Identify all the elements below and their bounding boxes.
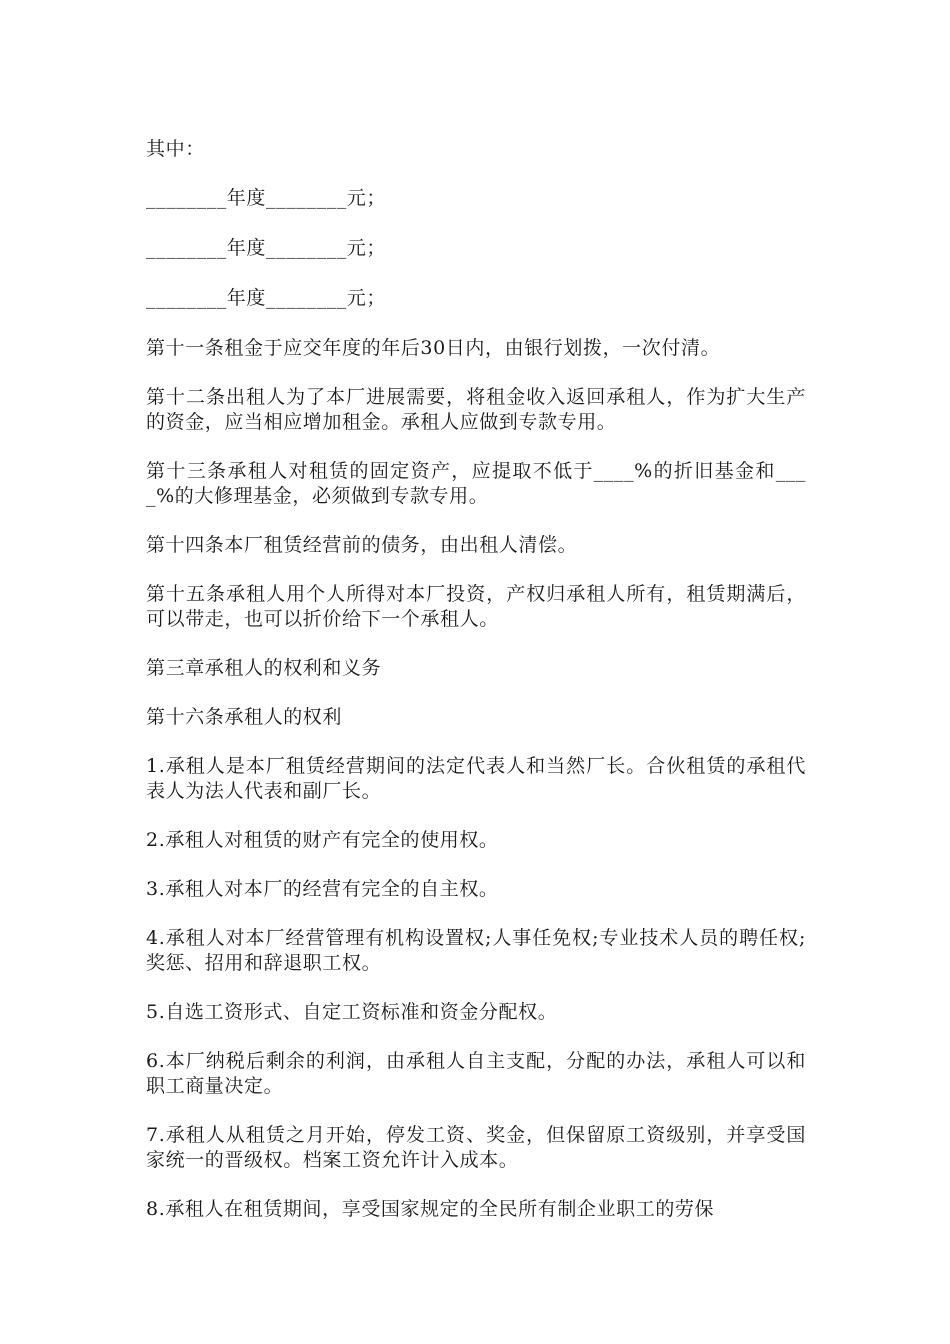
list-item-5: 5.自选工资形式、自定工资标准和资金分配权。 (146, 1001, 558, 1023)
list-item-3: 3.承租人对本厂的经营有完全的自主权。 (146, 878, 499, 900)
list-item-4: 4.承租人对本厂经营管理有机构设置权;人事任免权;专业技术人员的聘任权;奖惩、招用和辞退职工权。 (146, 927, 806, 974)
paragraph-article-14: 第十四条本厂租赁经营前的债务，由出租人清偿。 (146, 534, 578, 556)
list-item-6: 6.本厂纳税后剩余的利润，由承租人自主支配，分配的办法，承租人可以和职工商量决定。 (146, 1050, 806, 1097)
paragraph-article-12: 第十二条出租人为了本厂进展需要，将租金收入返回承租人，作为扩大生产的资金，应当相应增加租金。承租人应做到专款专用。 (146, 386, 806, 433)
list-item-7: 7.承租人从租赁之月开始，停发工资、奖金，但保留原工资级别，并享受国家统一的晋级权。档案工资允许计入成本。 (146, 1124, 806, 1171)
list-item-1: 1.承租人是本厂租赁经营期间的法定代表人和当然厂长。合伙租赁的承租代表人为法人代表和副厂长。 (146, 755, 806, 802)
paragraph-year-amount-2: ________年度________元； (146, 237, 387, 259)
chapter-heading: 第三章承租人的权利和义务 (146, 657, 382, 679)
paragraph-article-16: 第十六条承租人的权利 (146, 706, 343, 728)
paragraph-article-11: 第十一条租金于应交年度的年后30日内，由银行划拨，一次付清。 (146, 337, 721, 359)
paragraph-intro: 其中： (146, 138, 205, 160)
list-item-8: 8.承租人在租赁期间，享受国家规定的全民所有制企业职工的劳保 (146, 1198, 715, 1220)
document-page (146, 137, 806, 1246)
paragraph-article-13: 第十三条承租人对租赁的固定资产，应提取不低于____%的折旧基金和____%的大修理基金，必须做到专款专用。 (146, 460, 806, 507)
paragraph-year-amount-3: ________年度________元； (146, 287, 387, 309)
paragraph-year-amount-1: ________年度________元； (146, 187, 387, 209)
paragraph-article-15: 第十五条承租人用个人所得对本厂投资，产权归承租人所有，租赁期满后，可以带走，也可以折价给下一个承租人。 (146, 583, 806, 630)
list-item-2: 2.承租人对租赁的财产有完全的使用权。 (146, 829, 499, 851)
